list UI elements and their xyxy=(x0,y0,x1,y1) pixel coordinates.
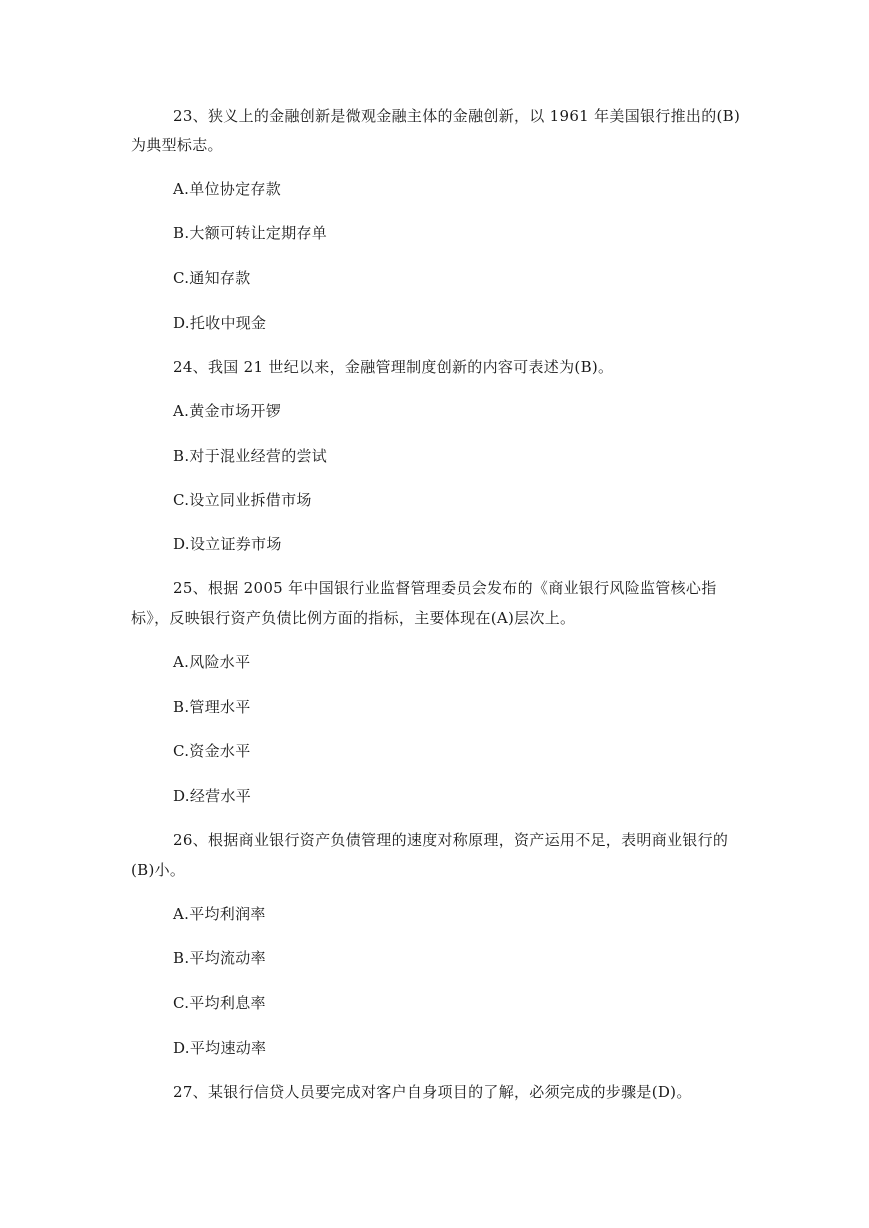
question-26-option-a: A.平均利润率 xyxy=(173,905,266,923)
question-24-option-d: D.设立证券市场 xyxy=(173,535,282,553)
question-23-option-a: A.单位协定存款 xyxy=(173,180,282,198)
question-25-option-c: C.资金水平 xyxy=(173,742,251,760)
question-24-option-c: C.设立同业拆借市场 xyxy=(173,491,312,509)
question-23-option-d: D.托收中现金 xyxy=(173,314,267,332)
question-24-line-1: 24、我国 21 世纪以来，金融管理制度创新的内容可表述为(B)。 xyxy=(173,358,614,376)
question-25-option-d: D.经营水平 xyxy=(173,787,252,805)
question-25-option-b: B.管理水平 xyxy=(173,698,251,716)
question-24-option-a: A.黄金市场开锣 xyxy=(173,402,282,420)
question-26-line-2: (B)小。 xyxy=(131,861,186,879)
question-26-option-b: B.平均流动率 xyxy=(173,949,266,967)
question-26-line-1: 26、根据商业银行资产负债管理的速度对称原理，资产运用不足，表明商业银行的 xyxy=(173,831,729,849)
question-24-option-b: B.对于混业经营的尝试 xyxy=(173,447,328,465)
question-23-option-c: C.通知存款 xyxy=(173,269,251,287)
question-25-line-2: 标》，反映银行资产负债比例方面的指标，主要体现在(A)层次上。 xyxy=(131,609,576,627)
question-26-option-c: C.平均利息率 xyxy=(173,994,266,1012)
question-23-line-1: 23、狭义上的金融创新是微观金融主体的金融创新，以 1961 年美国银行推出的(B) xyxy=(173,107,741,125)
question-26-option-d: D.平均速动率 xyxy=(173,1039,267,1057)
question-27-line-1: 27、某银行信贷人员要完成对客户自身项目的了解，必须完成的步骤是(D)。 xyxy=(173,1083,692,1101)
question-25-line-1: 25、根据 2005 年中国银行业监督管理委员会发布的《商业银行风险监管核心指 xyxy=(173,579,717,597)
question-23-option-b: B.大额可转让定期存单 xyxy=(173,224,328,242)
question-25-option-a: A.风险水平 xyxy=(173,653,251,671)
question-23-line-2: 为典型标志。 xyxy=(131,136,223,154)
